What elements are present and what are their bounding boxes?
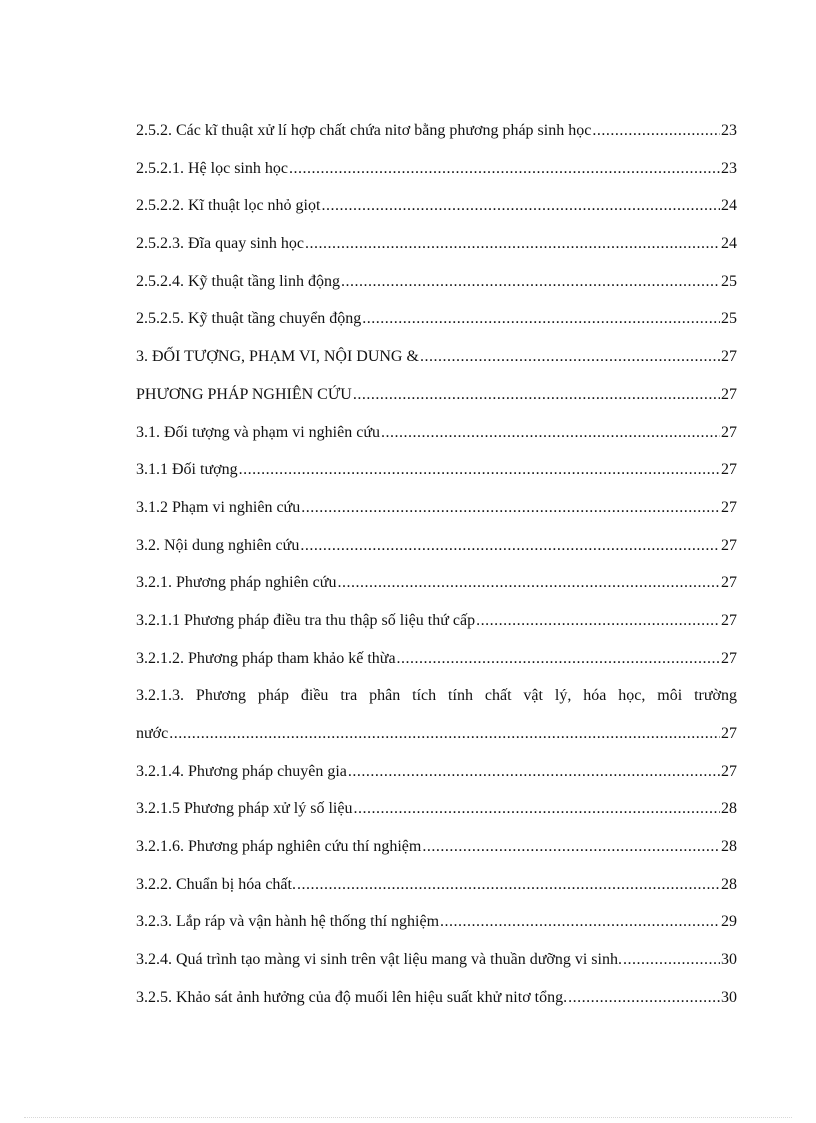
toc-entry <box>136 343 737 381</box>
toc-entry <box>136 155 737 193</box>
toc-entry <box>136 192 737 230</box>
toc-entry <box>136 456 737 494</box>
toc-entry-page: 24 <box>721 235 737 253</box>
dot-leader <box>362 305 720 333</box>
toc-entry-title-line1: 3.2.1.3. Phương pháp điều tra phân tích tính chất vật lý, hóa học, môi trường <box>136 687 737 705</box>
toc-entry-title: 3. ĐỐI TƯỢNG, PHẠM VI, NỘI DUNG & <box>136 348 419 366</box>
toc-entry <box>136 305 737 343</box>
dot-leader <box>300 532 720 560</box>
toc-entry <box>136 494 737 532</box>
toc-entry <box>136 871 737 909</box>
toc-entry-title: PHƯƠNG PHÁP NGHIÊN CỨU <box>136 385 352 403</box>
dot-leader <box>321 192 720 220</box>
dot-leader <box>239 456 720 484</box>
dot-leader <box>568 984 720 1012</box>
toc-entry-page: 25 <box>721 272 737 290</box>
dot-leader <box>440 908 720 936</box>
toc-entry-page: 23 <box>721 122 737 139</box>
toc-entry-page: 27 <box>721 385 737 403</box>
toc-entry-page: 28 <box>721 875 737 893</box>
dot-leader <box>353 795 720 823</box>
toc-entry <box>136 381 737 419</box>
toc-entry <box>136 946 737 984</box>
toc-entry-title: 2.5.2.4. Kỹ thuật tầng linh động <box>136 272 340 290</box>
toc-entry-page: 27 <box>721 348 737 366</box>
dot-leader <box>592 117 720 145</box>
toc-entry-page: 27 <box>721 649 737 667</box>
toc-entry-title: 3.2. Nội dung nghiên cứu <box>136 536 300 554</box>
dot-leader <box>623 946 720 974</box>
toc-entry <box>136 758 737 796</box>
toc-entry <box>136 532 737 570</box>
toc-entry-page: 29 <box>721 913 737 931</box>
toc-entry-title-line2: nước <box>136 725 169 742</box>
toc-entry-title: 3.2.1.6. Phương pháp nghiên cứu thí nghiệm <box>136 838 422 856</box>
dot-leader <box>305 230 720 258</box>
toc-entry-title: 2.5.2. Các kĩ thuật xử lí hợp chất chứa nitơ bằng phương pháp sinh học <box>136 122 592 139</box>
table-of-contents <box>136 117 737 1022</box>
toc-entry-page: 25 <box>721 310 737 328</box>
toc-entry-title: 3.2.1.2. Phương pháp tham khảo kế thừa <box>136 649 396 667</box>
toc-entry-title: 3.2.1. Phương pháp nghiên cứu <box>136 574 337 592</box>
toc-entry-page: 27 <box>721 611 737 629</box>
toc-entry <box>136 795 737 833</box>
toc-entry-page: 27 <box>721 461 737 479</box>
toc-entry-title: 2.5.2.5. Kỹ thuật tầng chuyển động <box>136 310 362 328</box>
dot-leader <box>348 758 720 786</box>
toc-entry <box>136 569 737 607</box>
toc-entry-page: 23 <box>721 159 737 177</box>
toc-entry <box>136 607 737 645</box>
toc-entry-title: 3.1.1 Đối tượng <box>136 461 238 479</box>
toc-entry-page: 27 <box>721 725 737 742</box>
dot-leader <box>297 871 720 899</box>
dot-leader <box>337 569 720 597</box>
dot-leader <box>476 607 720 635</box>
toc-entry-title: 3.1.2 Phạm vi nghiên cứu <box>136 498 301 516</box>
dot-leader <box>422 833 720 861</box>
dot-leader <box>397 645 720 673</box>
toc-entry-page: 28 <box>721 838 737 856</box>
toc-entry-title: 3.2.1.4. Phương pháp chuyên gia <box>136 762 347 780</box>
dot-leader <box>169 720 720 748</box>
toc-entry <box>136 268 737 306</box>
toc-entry-title: 2.5.2.2. Kĩ thuật lọc nhỏ giọt <box>136 197 321 215</box>
toc-entry-page: 27 <box>721 498 737 516</box>
toc-entry-title: 3.2.5. Khảo sát ảnh hưởng của độ muối lên hiệu suất khử nitơ tổng. <box>136 988 568 1006</box>
toc-entry-title: 2.5.2.1. Hệ lọc sinh học <box>136 159 288 177</box>
toc-entry-title: 3.1. Đối tượng và phạm vi nghiên cứu <box>136 423 380 441</box>
toc-entry-page: 28 <box>721 800 737 818</box>
toc-entry-page: 27 <box>721 423 737 441</box>
toc-entry-page: 27 <box>721 762 737 780</box>
dot-leader <box>301 494 720 522</box>
toc-entry-page: 27 <box>721 574 737 592</box>
toc-entry-multiline <box>136 682 737 757</box>
toc-entry-title: 3.2.4. Quá trình tạo màng vi sinh trên vật liệu mang và thuần dưỡng vi sinh. <box>136 951 622 969</box>
dot-leader <box>381 419 720 447</box>
dot-leader <box>353 381 720 409</box>
dot-leader <box>341 268 720 296</box>
toc-entry-title: 3.2.1.1 Phương pháp điều tra thu thập số liệu thứ cấp <box>136 611 476 629</box>
toc-entry-title: 3.2.3. Lắp ráp và vận hành hệ thống thí nghiệm <box>136 913 440 931</box>
toc-entry-page: 30 <box>721 988 737 1006</box>
toc-entry-page: 27 <box>721 536 737 554</box>
toc-entry <box>136 117 737 155</box>
toc-entry <box>136 833 737 871</box>
toc-entry-title: 2.5.2.3. Đĩa quay sinh học <box>136 235 304 253</box>
dot-leader <box>289 155 720 183</box>
toc-entry-title: 3.2.1.5 Phương pháp xử lý số liệu <box>136 800 353 818</box>
toc-entry <box>136 984 737 1022</box>
toc-entry-page: 24 <box>721 197 737 215</box>
toc-entry <box>136 645 737 683</box>
toc-entry-page: 30 <box>721 951 737 969</box>
page-footer-divider <box>24 1117 792 1118</box>
toc-entry <box>136 419 737 457</box>
toc-entry <box>136 230 737 268</box>
toc-entry <box>136 908 737 946</box>
toc-entry-title: 3.2.2. Chuẩn bị hóa chất. <box>136 875 296 893</box>
toc-entry-line2 <box>136 720 737 758</box>
dot-leader <box>420 343 720 371</box>
